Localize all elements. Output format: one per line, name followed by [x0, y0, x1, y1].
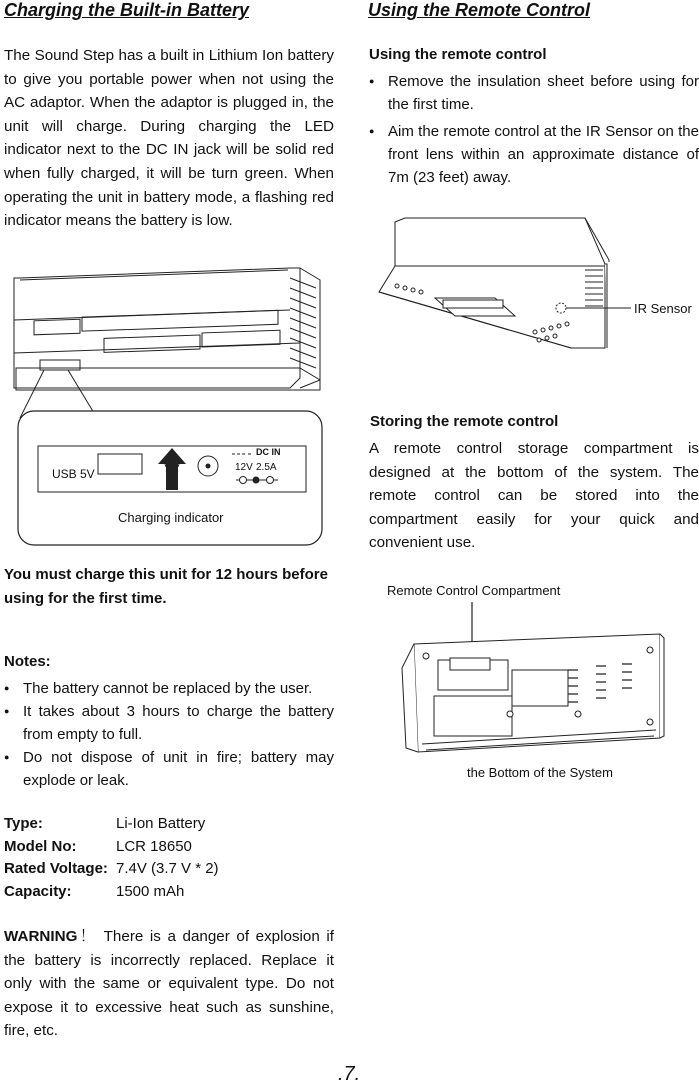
warning-label: WARNING: [4, 928, 78, 945]
spec-value: LCR 18650: [116, 837, 192, 855]
spec-row: [4, 836, 334, 859]
using-remote-list: [369, 70, 699, 189]
amps-label: 2.5A: [256, 462, 277, 473]
warning-paragraph: [4, 925, 334, 1043]
list-item: ● Aim the remote control at the IR Sensor on the front lens within an approximate distance of 7m (23 feet) away.: [369, 120, 699, 189]
compartment-label: Remote Control Compartment: [387, 583, 561, 598]
bottom-system-figure: [398, 598, 668, 758]
spec-key: Rated Voltage:: [4, 860, 108, 877]
spec-row: [4, 813, 334, 836]
using-remote-title: Using the remote control: [369, 46, 547, 63]
list-item: ● Do not dispose of unit in fire; battery may explode or leak.: [4, 746, 334, 792]
spec-key: Capacity:: [4, 882, 72, 900]
list-item: ● The battery cannot be replaced by the user.: [4, 677, 334, 700]
spec-key: Model No:: [4, 837, 77, 855]
spec-value: 1500 mAh: [116, 882, 185, 900]
notes-list: [4, 677, 334, 792]
dc-in-label: DC IN: [256, 447, 281, 457]
usb-label: USB 5V: [52, 467, 95, 481]
page-number: .7.: [338, 1063, 361, 1085]
charging-figure: [0, 258, 340, 550]
ir-sensor-label: IR Sensor: [634, 301, 692, 316]
battery-specs: [4, 813, 334, 903]
section-title-remote: Using the Remote Control: [368, 0, 591, 20]
spec-key: Type:: [4, 815, 43, 832]
charge-note: You must charge this unit for 12 hours before using for the first time.: [4, 566, 328, 607]
spec-row: [4, 881, 334, 904]
spec-value: Li-Ion Battery: [116, 815, 206, 832]
bottom-of-system-label: the Bottom of the System: [467, 765, 613, 780]
voltage-label: 12V: [235, 462, 253, 473]
section-title-battery: Charging the Built-in Battery: [4, 0, 250, 20]
ir-sensor-figure: [375, 198, 699, 358]
list-item: ● Remove the insulation sheet before using for the first time.: [369, 70, 699, 116]
storing-remote-text: A remote control storage compartment is designed at the bottom of the system. The remote control can be stored into the compartment easily for your quick and convenient use.: [369, 440, 699, 552]
storing-remote-title: Storing the remote control: [370, 413, 559, 430]
battery-intro: The Sound Step has a built in Lithium Ion battery to give you portable power when not using the AC adaptor. When the adaptor is plugged in, the unit will charge. During charging the LED indicator next to the DC IN jack will be solid red when fully charged, it will be turn green. When operating the unit in battery mode, a flashing red indicator means the battery is low.: [4, 47, 334, 230]
list-item: ● It takes about 3 hours to charge the battery from empty to full.: [4, 700, 334, 746]
notes-title: Notes:: [4, 653, 51, 670]
charging-indicator-caption: Charging indicator: [118, 510, 224, 525]
spec-value: 7.4V (3.7 V * 2): [116, 860, 219, 877]
spec-row: [4, 858, 334, 881]
warning-text: ！ There is a danger of explosion if the battery is incorrectly replaced. Replace it only with the same or equivalent type. Do not expose it to excessive heat such as sunshine, fire, etc.: [4, 928, 334, 1040]
